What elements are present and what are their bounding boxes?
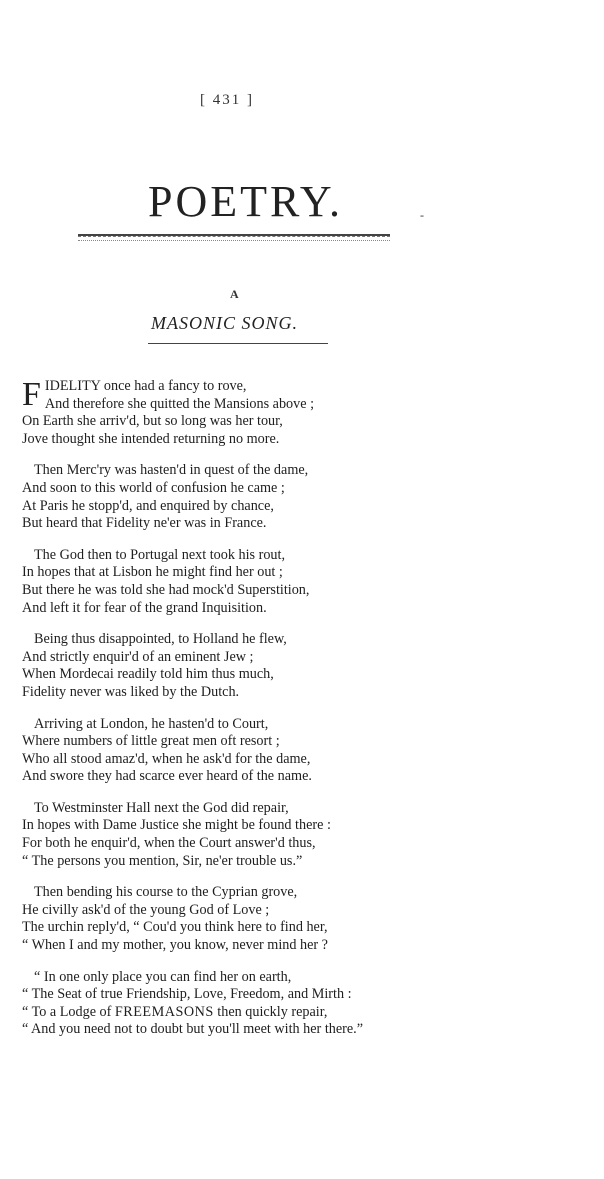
poem-line: “ And you need not to doubt but you'll meet with her there.” (22, 1021, 364, 1038)
poem-line-part: “ To a Lodge of (22, 1003, 115, 1020)
stanza-5 (22, 716, 592, 786)
poem-line: Arriving at London, he hasten'd to Court, (34, 715, 269, 732)
poem-line: And swore they had scarce ever heard of the name. (22, 768, 312, 785)
poem-line: IDELITY once had a fancy to rove, (44, 378, 247, 394)
poem-line: At Paris he stopp'd, and enquired by chance, (22, 497, 274, 514)
title-rule (78, 234, 390, 237)
poem-line: He civilly ask'd of the young God of Love ; (22, 901, 270, 918)
poem-line (22, 1004, 592, 1022)
poem-line: Where numbers of little great men oft resort ; (22, 733, 280, 750)
stanza-8 (22, 969, 592, 1039)
song-title: MASONIC SONG. (151, 313, 298, 333)
poem-line: In hopes with Dame Justice she might be found there : (22, 817, 331, 834)
song-article: A (230, 287, 239, 301)
title-rule-dotted (78, 240, 390, 241)
poem-line: The urchin reply'd, “ Cou'd you think here to find her, (22, 919, 328, 936)
poem-line: For both he enquir'd, when the Court answer'd thus, (22, 835, 316, 852)
stanza-6 (22, 800, 592, 870)
poem-line: When Mordecai readily told him thus much, (22, 666, 274, 683)
poem-line-part: then quickly repair, (213, 1003, 328, 1020)
stanza-1 (22, 378, 592, 448)
poem-line: “ The Seat of true Friendship, Love, Freedom, and Mirth : (22, 986, 352, 1003)
poem-line: To Westminster Hall next the God did repair, (34, 799, 289, 816)
section-title: POETRY. (148, 177, 344, 226)
freemasons-smallcaps: FREEMASONS (114, 1003, 214, 1020)
drop-cap: F (22, 376, 41, 413)
poem-line: “ In one only place you can find her on earth, (34, 968, 292, 985)
song-title-rule (148, 343, 328, 344)
poem-line: And left it for fear of the grand Inquisition. (22, 599, 267, 616)
stanza-7 (22, 884, 592, 954)
poem-line: The God then to Portugal next took his rout, (34, 546, 286, 563)
stanza-2 (22, 462, 592, 532)
poem-line: But there he was told she had mock'd Superstition, (22, 581, 310, 598)
poem-line: On Earth she arriv'd, but so long was her tour, (22, 413, 283, 430)
poem-body (22, 378, 592, 1053)
poem-line: Being thus disappointed, to Holland he flew, (34, 631, 287, 648)
poem-line: Jove thought she intended returning no more. (22, 430, 280, 447)
poem-line: And therefore she quitted the Mansions above ; (44, 395, 315, 412)
poem-line: And soon to this world of confusion he came ; (22, 479, 285, 496)
poem-line: Then bending his course to the Cyprian grove, (34, 884, 298, 901)
poem-line: Who all stood amaz'd, when he ask'd for the dame, (22, 750, 311, 767)
poem-line: And strictly enquir'd of an eminent Jew ; (22, 648, 254, 665)
poem-line: “ When I and my mother, you know, never mind her ? (22, 937, 328, 954)
poem-line: But heard that Fidelity ne'er was in France. (22, 515, 267, 532)
page-number: [ 431 ] (200, 92, 254, 108)
poem-line: Fidelity never was liked by the Dutch. (22, 683, 240, 700)
poem-line: Then Merc'ry was hasten'd in quest of the dame, (34, 462, 309, 479)
poem-line: In hopes that at Lisbon he might find her out ; (22, 564, 283, 581)
stanza-4 (22, 631, 592, 701)
stanza-3 (22, 547, 592, 617)
stray-mark: - (420, 208, 424, 222)
poem-line: “ The persons you mention, Sir, ne'er trouble us.” (22, 852, 303, 869)
